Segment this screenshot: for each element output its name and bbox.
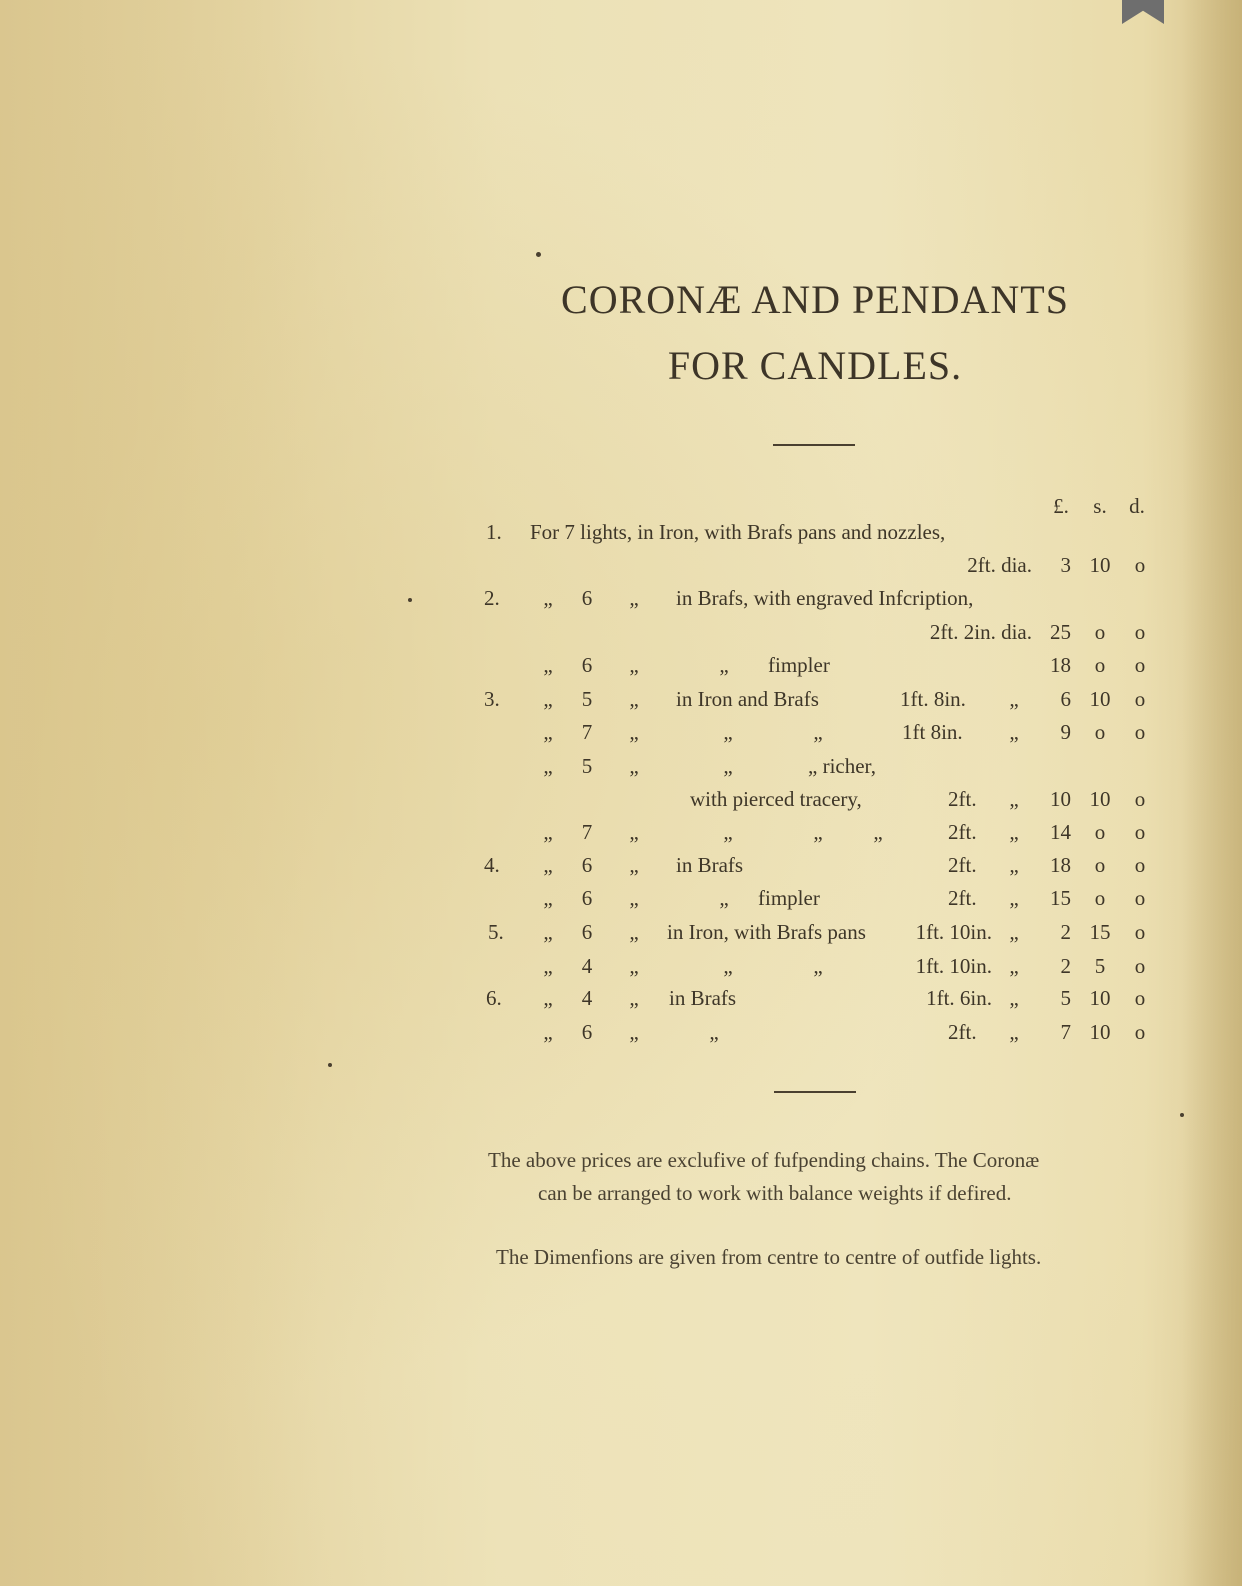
ditto-mark: „ — [629, 720, 639, 744]
item-number: 6. — [486, 986, 502, 1010]
ditto-mark: „ — [629, 754, 639, 778]
item-description: with pierced tracery, — [690, 787, 862, 811]
item-description: fimpler — [758, 886, 820, 910]
item-description: For 7 lights, in Iron, with Brafs pans and nozzles, — [530, 520, 946, 544]
ditto-mark: „ — [543, 886, 553, 910]
ditto-mark: „ — [543, 920, 553, 944]
price-pounds: 18 — [1050, 653, 1071, 677]
ditto-mark: „ — [813, 720, 823, 744]
price-shillings: o — [1094, 853, 1106, 877]
header-shillings: s. — [1093, 494, 1107, 518]
light-count: 6 — [581, 886, 593, 910]
price-pence: o — [1134, 986, 1146, 1010]
ink-dot — [408, 598, 412, 602]
footnote-line: The Dimenfions are given from centre to centre of outfide lights. — [496, 1245, 1042, 1269]
price-pence: o — [1134, 653, 1146, 677]
dimension: 2ft. — [948, 820, 977, 844]
price-shillings: 10 — [1089, 687, 1111, 711]
price-pounds: 3 — [1060, 553, 1071, 577]
ink-dot — [536, 252, 541, 257]
ditto-mark: „ — [873, 820, 883, 844]
dimension: 2ft. dia. — [967, 553, 1032, 577]
price-shillings: o — [1094, 886, 1106, 910]
ditto-mark: „ — [719, 886, 729, 910]
ditto-mark: „ — [1009, 820, 1019, 844]
price-pence: o — [1134, 620, 1146, 644]
price-shillings: 15 — [1089, 920, 1111, 944]
ditto-mark: „ — [543, 986, 553, 1010]
ditto-mark: „ — [543, 720, 553, 744]
dimension: 2ft. 2in. dia. — [929, 620, 1032, 644]
price-pounds: 5 — [1060, 986, 1071, 1010]
ditto-mark: „ — [719, 653, 729, 677]
light-count: 6 — [581, 920, 593, 944]
light-count: 4 — [581, 954, 593, 978]
item-description: in Iron, with Brafs pans — [667, 920, 866, 944]
ditto-mark: „ — [1009, 720, 1019, 744]
ditto-mark: „ — [629, 986, 639, 1010]
divider-bottom — [774, 1091, 856, 1093]
ditto-mark: „ — [723, 954, 733, 978]
item-description: in Brafs — [669, 986, 737, 1010]
price-pounds: 15 — [1050, 886, 1071, 910]
price-shillings: 5 — [1094, 954, 1106, 978]
ditto-mark: „ — [543, 653, 553, 677]
ditto-mark: „ — [813, 820, 823, 844]
ink-dot — [1180, 1113, 1184, 1117]
light-count: 5 — [581, 754, 593, 778]
ditto-mark: „ — [543, 586, 553, 610]
ditto-mark: „ — [629, 586, 639, 610]
light-count: 7 — [581, 720, 593, 744]
price-pounds: 9 — [1060, 720, 1071, 744]
ditto-mark: „ — [543, 820, 553, 844]
ditto-mark: „ — [1009, 954, 1019, 978]
price-pence: o — [1134, 886, 1146, 910]
header-pence: d. — [1129, 494, 1145, 518]
price-shillings: o — [1094, 820, 1106, 844]
price-pence: o — [1134, 954, 1146, 978]
page-subtitle: FOR CANDLES. — [667, 343, 963, 388]
ditto-mark: „ — [1009, 787, 1019, 811]
ditto-mark: „ — [629, 920, 639, 944]
ditto-mark: „ — [723, 820, 733, 844]
item-number: 5. — [488, 920, 504, 944]
price-pence: o — [1134, 553, 1146, 577]
ink-dot — [328, 1063, 332, 1067]
price-pence: o — [1134, 787, 1146, 811]
page-shadow-right — [1182, 0, 1242, 1586]
light-count: 6 — [581, 1020, 593, 1044]
bookmark-icon[interactable] — [1122, 0, 1164, 24]
price-pounds: 7 — [1060, 1020, 1071, 1044]
ditto-mark: „ — [1009, 1020, 1019, 1044]
ditto-mark: „ — [629, 954, 639, 978]
dimension: 1ft. 10in. — [915, 920, 992, 944]
price-shillings: 10 — [1089, 986, 1111, 1010]
ditto-mark: „ — [543, 853, 553, 877]
footnote-line: can be arranged to work with balance weights if defired. — [538, 1181, 1012, 1205]
item-number: 2. — [484, 586, 500, 610]
price-pence: o — [1134, 720, 1146, 744]
ditto-mark: „ — [629, 653, 639, 677]
ditto-mark: „ — [813, 954, 823, 978]
ditto-mark: „ — [1009, 986, 1019, 1010]
price-pounds: 18 — [1050, 853, 1071, 877]
price-shillings: o — [1094, 620, 1106, 644]
ditto-mark: „ — [723, 720, 733, 744]
dimension: 2ft. — [948, 1020, 977, 1044]
dimension: 1ft 8in. — [902, 720, 963, 744]
ditto-mark: „ — [1009, 853, 1019, 877]
item-description: fimpler — [768, 653, 830, 677]
ditto-mark: „ — [629, 820, 639, 844]
price-shillings: 10 — [1089, 787, 1111, 811]
page-shadow-left — [0, 0, 320, 1586]
price-shillings: 10 — [1089, 553, 1111, 577]
light-count: 7 — [581, 820, 593, 844]
ditto-mark: „ — [543, 754, 553, 778]
price-pounds: 10 — [1050, 787, 1071, 811]
ditto-mark: „ — [629, 853, 639, 877]
price-pence: o — [1134, 920, 1146, 944]
dimension: 1ft. 10in. — [915, 954, 992, 978]
ditto-mark: „ — [543, 954, 553, 978]
price-pence: o — [1134, 1020, 1146, 1044]
item-description: „ richer, — [808, 754, 876, 778]
ditto-mark: „ — [629, 687, 639, 711]
dimension: 2ft. — [948, 886, 977, 910]
light-count: 6 — [581, 853, 593, 877]
ditto-mark: „ — [1009, 687, 1019, 711]
dimension: 2ft. — [948, 787, 977, 811]
light-count: 4 — [581, 986, 593, 1010]
dimension: 2ft. — [948, 853, 977, 877]
dimension: 1ft. 8in. — [900, 687, 966, 711]
item-description: in Iron and Brafs — [676, 687, 819, 711]
dimension: 1ft. 6in. — [926, 986, 992, 1010]
header-pounds: £. — [1053, 494, 1069, 518]
price-pence: o — [1134, 687, 1146, 711]
item-description: in Brafs, with engraved Infcription, — [676, 586, 974, 610]
light-count: 5 — [581, 687, 593, 711]
price-pence: o — [1134, 853, 1146, 877]
ditto-mark: „ — [629, 1020, 639, 1044]
price-shillings: 10 — [1089, 1020, 1111, 1044]
item-number: 4. — [484, 853, 500, 877]
light-count: 6 — [581, 586, 593, 610]
price-pounds: 25 — [1050, 620, 1071, 644]
item-number: 3. — [484, 687, 500, 711]
ditto-mark: „ — [543, 1020, 553, 1044]
price-pounds: 2 — [1060, 920, 1071, 944]
ditto-mark: „ — [1009, 920, 1019, 944]
ditto-mark: „ — [709, 1020, 719, 1044]
light-count: 6 — [581, 653, 593, 677]
item-description: in Brafs — [676, 853, 744, 877]
ditto-mark: „ — [629, 886, 639, 910]
page-title: CORONÆ AND PENDANTS — [561, 277, 1069, 322]
ditto-mark: „ — [543, 687, 553, 711]
price-pence: o — [1134, 820, 1146, 844]
ditto-mark: „ — [1009, 886, 1019, 910]
price-pounds: 2 — [1060, 954, 1071, 978]
ditto-mark: „ — [723, 754, 733, 778]
price-pounds: 14 — [1050, 820, 1071, 844]
price-pounds: 6 — [1060, 687, 1071, 711]
price-shillings: o — [1094, 653, 1106, 677]
price-shillings: o — [1094, 720, 1106, 744]
item-number: 1. — [486, 520, 502, 544]
divider-top — [773, 444, 855, 446]
footnote-line: The above prices are exclufive of fufpending chains. The Coronæ — [488, 1148, 1040, 1172]
